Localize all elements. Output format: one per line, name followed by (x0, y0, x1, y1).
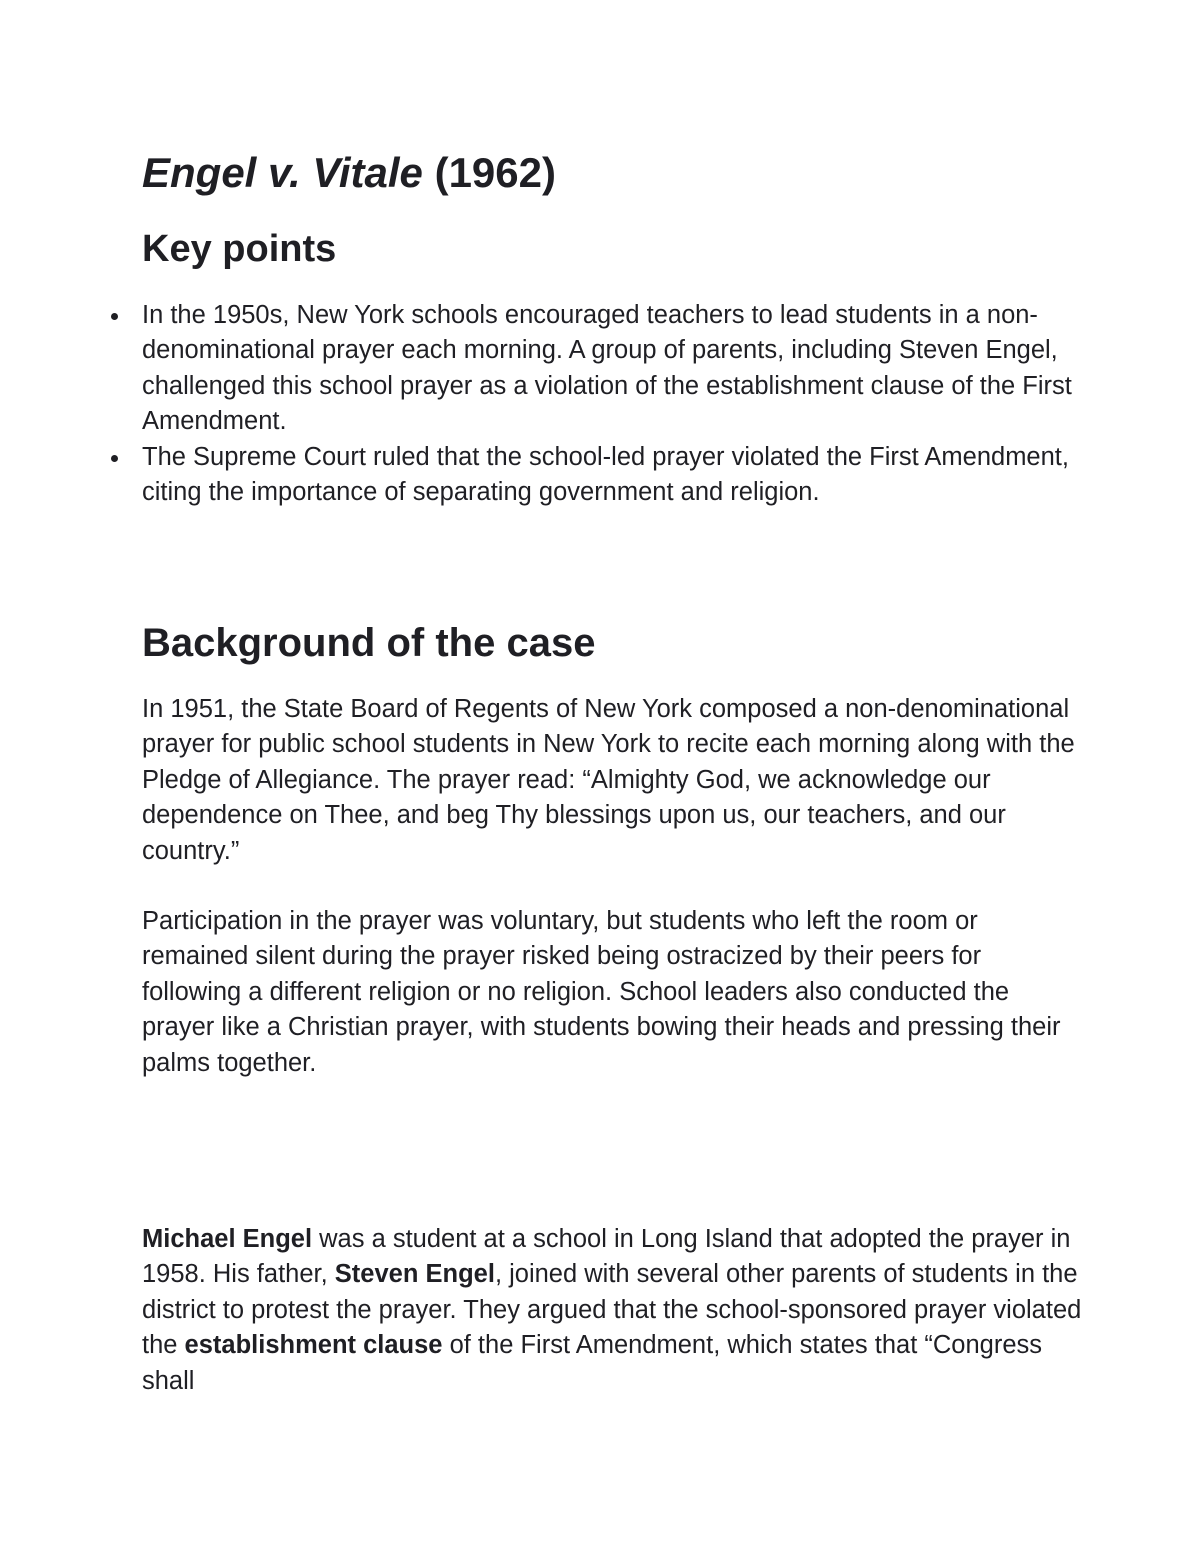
michael-engel-name: Michael Engel (142, 1225, 313, 1253)
key-points-heading: Key points (142, 228, 337, 270)
paragraph-text: , joined with several other parents of students in the district to protest the prayer. They argued that the school-sponsored prayer violated the (142, 1260, 1082, 1360)
paragraph-text: of the First Amendment, which states that “Congress shall (142, 1331, 1043, 1395)
key-points-list (142, 298, 1082, 510)
bullet-icon (111, 313, 118, 320)
key-point-text: In the 1950s, New York schools encouraged teachers to lead students in a non-denominational prayer each morning. A group of parents, including Steven Engel, challenged this school prayer as a violation of the establishment clause of the First Amendment. (142, 301, 1072, 436)
list-item (142, 298, 1082, 440)
list-item (142, 440, 1082, 511)
case-name: Engel v. Vitale (142, 149, 423, 196)
background-paragraph-1: In 1951, the State Board of Regents of New York composed a non-denominational prayer for public school students in New York to recite each morning along with the Pledge of Allegiance. The prayer read: “Almighty God, we acknowledge our dependence on Thee, and beg Thy blessings upon us, our teachers, and our country.” (142, 695, 1075, 865)
page-title (142, 145, 556, 201)
background-paragraph-2: Participation in the prayer was voluntary, but students who left the room or remained silent during the prayer risked being ostracized by their peers for following a different religion or no religion. School leaders also conducted the prayer like a Christian prayer, with students bowing their heads and pressing their palms together. (142, 907, 1061, 1077)
key-point-text: The Supreme Court ruled that the school-led prayer violated the First Amendment, citing the importance of separating government and religion. (142, 442, 1069, 507)
bullet-icon (111, 455, 118, 462)
case-year: (1962) (434, 149, 556, 196)
background-paragraph-3 (142, 1222, 1082, 1399)
establishment-clause-term: establishment clause (184, 1331, 443, 1360)
paragraph-text: was a student at a school in Long Island that adopted the prayer in 1958. His father, (142, 1225, 1071, 1289)
background-heading: Background of the case (142, 621, 596, 665)
steven-engel-name: Steven Engel (334, 1260, 495, 1289)
